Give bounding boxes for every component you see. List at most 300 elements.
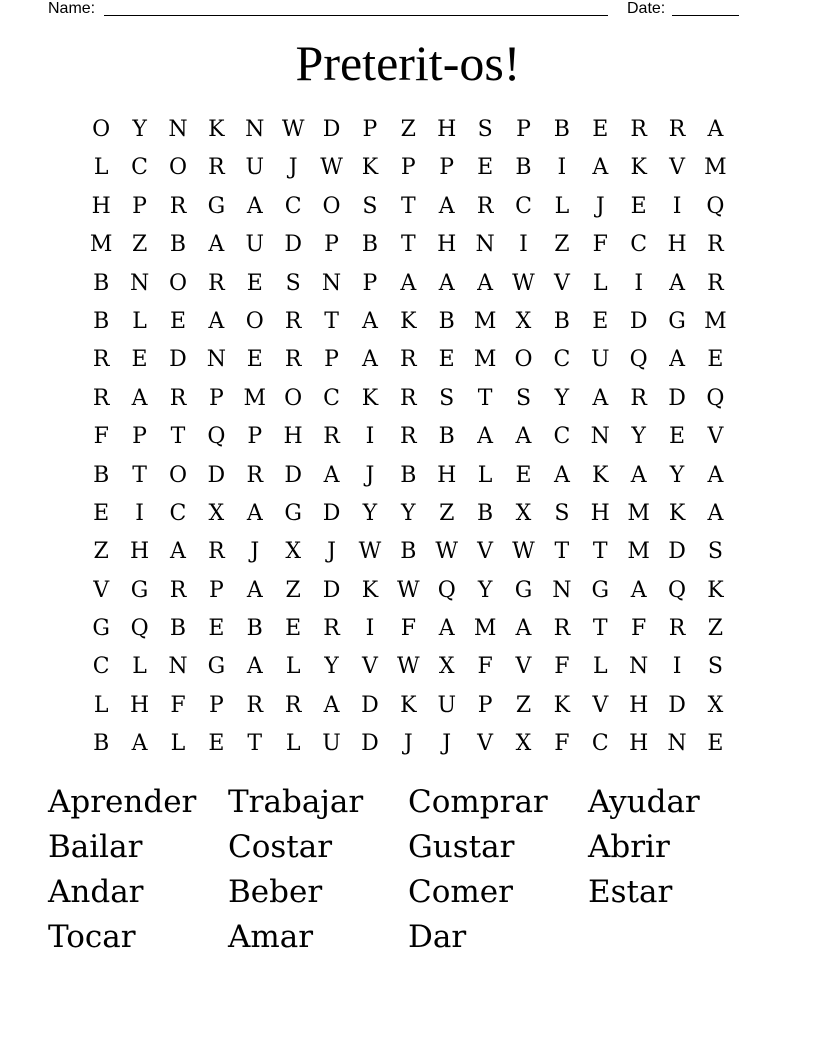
grid-letter: D xyxy=(629,308,648,334)
word-list-item: Estar xyxy=(588,874,673,910)
grid-letter: U xyxy=(245,155,265,181)
grid-letter: M xyxy=(473,308,497,334)
grid-letter: G xyxy=(207,193,226,219)
grid-letter: R xyxy=(284,692,302,718)
grid-letter: G xyxy=(207,654,226,680)
grid-letter: D xyxy=(322,500,341,526)
grid-letter: R xyxy=(246,692,264,718)
grid-letter: E xyxy=(707,731,724,757)
grid-letter: O xyxy=(168,155,187,181)
grid-letter: D xyxy=(322,577,341,603)
grid-letter: R xyxy=(92,385,110,411)
grid-letter: R xyxy=(400,385,417,411)
grid-letter: R xyxy=(208,539,225,565)
grid-letter: L xyxy=(132,654,147,680)
grid-letter: C xyxy=(515,193,532,219)
grid-letter: E xyxy=(285,616,302,642)
grid-letter: E xyxy=(592,308,609,334)
grid-letter: D xyxy=(668,539,686,565)
grid-letter: N xyxy=(321,270,342,296)
grid-letter: G xyxy=(514,577,533,603)
grid-letter: E xyxy=(208,616,225,642)
grid-letter: M xyxy=(704,308,727,334)
grid-letter: V xyxy=(477,731,494,757)
grid-letter: R xyxy=(668,616,686,642)
grid-letter: R xyxy=(169,577,187,603)
grid-letter: R xyxy=(323,616,340,642)
grid-letter: T xyxy=(324,308,339,334)
grid-letter: A xyxy=(246,654,263,680)
grid-letter: V xyxy=(669,155,685,181)
date-blank-line xyxy=(672,15,739,16)
grid-letter: A xyxy=(170,539,186,565)
grid-letter: M xyxy=(473,616,497,642)
grid-letter: A xyxy=(438,616,455,642)
grid-letter: H xyxy=(129,539,150,565)
grid-letter: A xyxy=(707,462,724,488)
grid-letter: U xyxy=(591,347,610,373)
grid-letter: Z xyxy=(131,232,148,258)
grid-letter: Q xyxy=(706,385,725,411)
grid-letter: A xyxy=(515,424,532,450)
grid-letter: B xyxy=(515,155,532,181)
word-list-item: Dar xyxy=(408,919,467,955)
grid-letter: A xyxy=(630,577,647,603)
grid-letter: A xyxy=(592,385,609,411)
grid-letter: A xyxy=(246,193,263,219)
grid-letter: M xyxy=(704,155,727,181)
grid-letter: A xyxy=(630,462,647,488)
grid-letter: E xyxy=(669,424,686,450)
grid-letter: Y xyxy=(324,654,339,680)
grid-letter: I xyxy=(365,424,375,450)
grid-letter: M xyxy=(627,539,650,565)
grid-letter: A xyxy=(246,500,263,526)
grid-letter: E xyxy=(131,347,148,373)
grid-letter: D xyxy=(284,462,302,488)
grid-letter: W xyxy=(512,270,535,296)
grid-letter: W xyxy=(358,539,382,565)
grid-letter: B xyxy=(169,616,187,642)
grid-letter: Q xyxy=(437,577,456,603)
grid-letter: H xyxy=(129,692,150,718)
grid-letter: Z xyxy=(515,692,532,718)
grid-letter: H xyxy=(283,424,303,450)
grid-letter: V xyxy=(93,577,110,603)
grid-letter: A xyxy=(553,462,570,488)
grid-letter: A xyxy=(361,347,378,373)
grid-letter: A xyxy=(669,347,685,373)
grid-letter: P xyxy=(208,577,224,603)
grid-letter: D xyxy=(668,692,686,718)
grid-letter: U xyxy=(245,232,265,258)
grid-letter: O xyxy=(168,462,187,488)
word-list-item: Amar xyxy=(228,919,314,955)
grid-letter: N xyxy=(629,654,649,680)
grid-letter: L xyxy=(592,270,608,296)
word-list-item: Bailar xyxy=(48,829,143,865)
grid-letter: J xyxy=(365,462,375,488)
grid-letter: E xyxy=(438,347,455,373)
grid-letter: Y xyxy=(554,385,570,411)
grid-letter: A xyxy=(707,117,724,142)
grid-letter: B xyxy=(93,308,110,334)
word-list-item: Andar xyxy=(48,874,144,910)
grid-letter: P xyxy=(324,232,339,258)
grid-letter: D xyxy=(361,731,379,757)
header-line xyxy=(48,0,748,22)
grid-letter: N xyxy=(245,117,265,142)
grid-letter: P xyxy=(247,424,263,450)
grid-letter: K xyxy=(400,308,417,334)
grid-letter: G xyxy=(92,616,110,642)
grid-letter: P xyxy=(362,270,378,296)
grid-letter: P xyxy=(477,692,493,718)
word-list-item: Ayudar xyxy=(588,784,700,820)
grid-letter: T xyxy=(132,462,147,488)
grid-letter: L xyxy=(592,654,608,680)
grid-letter: G xyxy=(668,308,686,334)
grid-letter: R xyxy=(284,308,302,334)
grid-letter: Q xyxy=(629,347,648,373)
page-title: Preterit-os! xyxy=(295,35,521,91)
grid-letter: A xyxy=(400,270,417,296)
grid-letter: H xyxy=(629,692,649,718)
grid-letter: S xyxy=(707,654,723,680)
grid-letter: I xyxy=(135,500,144,526)
grid-letter: R xyxy=(630,385,647,411)
grid-letter: B xyxy=(438,308,455,334)
grid-letter: R xyxy=(284,347,302,373)
grid-letter: X xyxy=(515,500,532,526)
grid-letter: S xyxy=(554,500,570,526)
grid-letter: G xyxy=(591,577,610,603)
grid-letter: B xyxy=(553,308,570,334)
grid-letter: H xyxy=(590,500,610,526)
grid-letter: Y xyxy=(362,500,378,526)
word-list-item: Beber xyxy=(228,874,323,910)
word-list-item: Costar xyxy=(228,829,333,865)
grid-letter: Q xyxy=(130,616,149,642)
word-search-grid xyxy=(82,111,735,764)
grid-letter: R xyxy=(169,193,187,219)
grid-letter: P xyxy=(362,117,378,142)
grid-letter: R xyxy=(208,270,225,296)
grid-letter: P xyxy=(439,155,455,181)
grid-letter: K xyxy=(361,385,379,411)
grid-letter: B xyxy=(400,539,417,565)
grid-letter: Y xyxy=(132,117,147,142)
grid-letter: P xyxy=(208,692,224,718)
grid-letter: Y xyxy=(477,577,493,603)
grid-letter: F xyxy=(477,654,493,680)
grid-letter: C xyxy=(553,347,571,373)
grid-letter: R xyxy=(707,270,724,296)
grid-letter: S xyxy=(439,385,455,411)
grid-letter: N xyxy=(552,577,572,603)
grid-letter: N xyxy=(667,731,687,757)
grid-letter: T xyxy=(247,731,263,757)
grid-letter: C xyxy=(630,232,648,258)
grid-letter: M xyxy=(243,385,267,411)
date-label: Date: xyxy=(627,0,666,17)
grid-letter: A xyxy=(438,193,455,219)
grid-letter: P xyxy=(132,193,147,219)
grid-letter: R xyxy=(400,347,417,373)
grid-letter: I xyxy=(672,654,682,680)
grid-letter: C xyxy=(553,424,571,450)
grid-letter: T xyxy=(170,424,186,450)
grid-letter: N xyxy=(129,270,150,296)
word-list-item: Gustar xyxy=(408,829,515,865)
grid-letter: A xyxy=(131,385,148,411)
grid-letter: A xyxy=(515,616,532,642)
grid-letter: D xyxy=(361,692,379,718)
grid-letter: D xyxy=(169,347,187,373)
grid-letter: A xyxy=(477,424,494,450)
name-label: Name: xyxy=(48,0,96,17)
word-list xyxy=(48,780,768,960)
word-list-item: Trabajar xyxy=(228,784,364,820)
grid-letter: O xyxy=(168,270,187,296)
grid-letter: J xyxy=(442,731,452,757)
grid-letter: V xyxy=(515,654,532,680)
grid-letter: Y xyxy=(669,462,685,488)
grid-letter: D xyxy=(668,385,686,411)
grid-letter: B xyxy=(553,117,570,142)
grid-letter: N xyxy=(168,117,188,142)
grid-letter: M xyxy=(473,347,497,373)
grid-letter: Z xyxy=(554,232,570,258)
grid-letter: K xyxy=(208,117,225,142)
grid-letter: B xyxy=(361,232,379,258)
grid-letter: I xyxy=(557,155,567,181)
grid-letter: D xyxy=(322,117,341,142)
grid-letter: N xyxy=(168,654,188,680)
grid-letter: T xyxy=(592,539,608,565)
grid-letter: E xyxy=(477,155,494,181)
word-list-item: Abrir xyxy=(588,829,670,865)
grid-letter: K xyxy=(630,155,647,181)
grid-letter: E xyxy=(169,308,186,334)
grid-letter: M xyxy=(627,500,650,526)
grid-letter: W xyxy=(512,539,535,565)
grid-letter: B xyxy=(93,270,110,296)
grid-letter: B xyxy=(438,424,455,450)
grid-letter: Y xyxy=(631,424,646,450)
grid-letter: E xyxy=(246,347,263,373)
grid-letter: K xyxy=(592,462,609,488)
grid-letter: Q xyxy=(706,193,725,219)
grid-letter: E xyxy=(246,270,263,296)
grid-letter: O xyxy=(92,117,111,142)
grid-letter: Z xyxy=(400,117,416,142)
grid-letter: C xyxy=(591,731,609,757)
grid-letter: L xyxy=(93,692,109,718)
grid-letter: E xyxy=(707,347,724,373)
grid-letter: H xyxy=(437,232,457,258)
grid-letter: X xyxy=(515,308,532,334)
grid-letter: Q xyxy=(668,577,687,603)
grid-letter: M xyxy=(89,232,113,258)
grid-letter: G xyxy=(130,577,149,603)
grid-letter: S xyxy=(362,193,378,219)
grid-letter: A xyxy=(246,577,263,603)
grid-letter: K xyxy=(707,577,724,603)
grid-letter: B xyxy=(477,500,494,526)
grid-letter: A xyxy=(477,270,494,296)
grid-letter: W xyxy=(281,117,305,142)
grid-letter: V xyxy=(553,270,570,296)
grid-letter: F xyxy=(554,654,570,680)
grid-letter: A xyxy=(131,731,148,757)
grid-letter: U xyxy=(322,731,341,757)
grid-letter: O xyxy=(322,193,341,219)
grid-letter: D xyxy=(207,462,226,488)
grid-letter: X xyxy=(707,692,724,718)
grid-letter: R xyxy=(707,232,724,258)
grid-letter: D xyxy=(284,232,302,258)
grid-letter: A xyxy=(669,270,685,296)
grid-letter: K xyxy=(400,692,417,718)
grid-letter: J xyxy=(250,539,260,565)
grid-letter: P xyxy=(208,385,224,411)
grid-letter: E xyxy=(208,731,225,757)
grid-letter: W xyxy=(397,654,420,680)
grid-letter: J xyxy=(403,731,413,757)
grid-letter: X xyxy=(208,500,225,526)
grid-letter: A xyxy=(592,155,609,181)
grid-letter: L xyxy=(93,155,109,181)
grid-letter: E xyxy=(93,500,110,526)
grid-letter: B xyxy=(400,462,417,488)
grid-letter: H xyxy=(437,462,457,488)
grid-letter: I xyxy=(634,270,644,296)
grid-letter: X xyxy=(285,539,301,565)
grid-letter: A xyxy=(707,500,724,526)
grid-letter: P xyxy=(324,347,339,373)
grid-letter: A xyxy=(208,308,225,334)
grid-letter: H xyxy=(629,731,649,757)
grid-letter: W xyxy=(397,577,420,603)
name-blank-line xyxy=(104,15,608,16)
grid-letter: N xyxy=(206,347,226,373)
grid-letter: I xyxy=(519,232,528,258)
grid-letter: K xyxy=(361,577,379,603)
grid-letter: A xyxy=(323,692,340,718)
grid-letter: P xyxy=(400,155,416,181)
grid-letter: L xyxy=(477,462,493,488)
grid-letter: A xyxy=(438,270,455,296)
grid-letter: R xyxy=(169,385,187,411)
grid-letter: S xyxy=(477,117,493,142)
grid-letter: R xyxy=(246,462,264,488)
word-list-item: Aprender xyxy=(48,784,197,820)
grid-letter: F xyxy=(170,692,186,718)
grid-letter: F xyxy=(93,424,109,450)
grid-letter: Z xyxy=(439,500,455,526)
grid-letter: O xyxy=(514,347,533,373)
grid-letter: K xyxy=(553,692,571,718)
grid-letter: Q xyxy=(207,424,226,450)
grid-letter: N xyxy=(590,424,610,450)
grid-letter: V xyxy=(477,539,494,565)
grid-letter: C xyxy=(284,193,302,219)
grid-letter: C xyxy=(169,500,187,526)
grid-letter: H xyxy=(91,193,111,219)
grid-letter: H xyxy=(667,232,687,258)
grid-letter: W xyxy=(320,155,343,181)
grid-letter: G xyxy=(284,500,302,526)
grid-letter: V xyxy=(592,692,609,718)
grid-letter: A xyxy=(323,462,340,488)
grid-letter: S xyxy=(707,539,723,565)
grid-letter: Z xyxy=(93,539,109,565)
grid-letter: L xyxy=(285,731,301,757)
grid-letter: U xyxy=(437,692,456,718)
grid-letter: E xyxy=(630,193,647,219)
grid-letter: P xyxy=(516,117,531,142)
grid-letter: L xyxy=(132,308,147,334)
grid-letter: R xyxy=(323,424,340,450)
grid-letter: T xyxy=(592,616,608,642)
grid-letter: B xyxy=(93,462,110,488)
grid-letter: C xyxy=(131,155,148,181)
grid-letter: H xyxy=(437,117,457,142)
grid-letter: T xyxy=(554,539,570,565)
grid-letter: B xyxy=(169,232,187,258)
grid-letter: N xyxy=(475,232,495,258)
grid-letter: L xyxy=(285,654,301,680)
grid-letter: T xyxy=(400,232,416,258)
word-list-item: Tocar xyxy=(48,919,136,955)
grid-letter: V xyxy=(707,424,724,450)
grid-letter: J xyxy=(288,155,298,181)
grid-letter: X xyxy=(515,731,532,757)
grid-letter: Y xyxy=(401,500,416,526)
grid-letter: F xyxy=(400,616,416,642)
grid-letter: R xyxy=(208,155,225,181)
grid-letter: E xyxy=(592,117,609,142)
grid-letter: R xyxy=(553,616,571,642)
grid-letter: B xyxy=(246,616,263,642)
grid-letter: R xyxy=(92,347,110,373)
grid-letter: F xyxy=(592,232,608,258)
grid-letter: V xyxy=(361,654,378,680)
grid-letter: J xyxy=(595,193,605,219)
grid-letter: I xyxy=(365,616,375,642)
grid-letter: R xyxy=(476,193,494,219)
grid-letter: L xyxy=(170,731,186,757)
grid-letter: I xyxy=(672,193,682,219)
grid-letter: S xyxy=(285,270,301,296)
grid-letter: R xyxy=(668,117,686,142)
grid-letter: J xyxy=(327,539,336,565)
grid-letter: K xyxy=(668,500,686,526)
grid-letter: A xyxy=(208,232,225,258)
grid-letter: R xyxy=(400,424,417,450)
grid-letter: E xyxy=(515,462,532,488)
grid-letter: O xyxy=(284,385,303,411)
grid-letter: X xyxy=(438,654,455,680)
grid-letter: R xyxy=(630,117,647,142)
grid-letter: Z xyxy=(285,577,301,603)
grid-letter: O xyxy=(245,308,264,334)
grid-letter: W xyxy=(435,539,459,565)
grid-letter: P xyxy=(132,424,147,450)
grid-letter: Z xyxy=(707,616,724,642)
grid-letter: F xyxy=(554,731,570,757)
